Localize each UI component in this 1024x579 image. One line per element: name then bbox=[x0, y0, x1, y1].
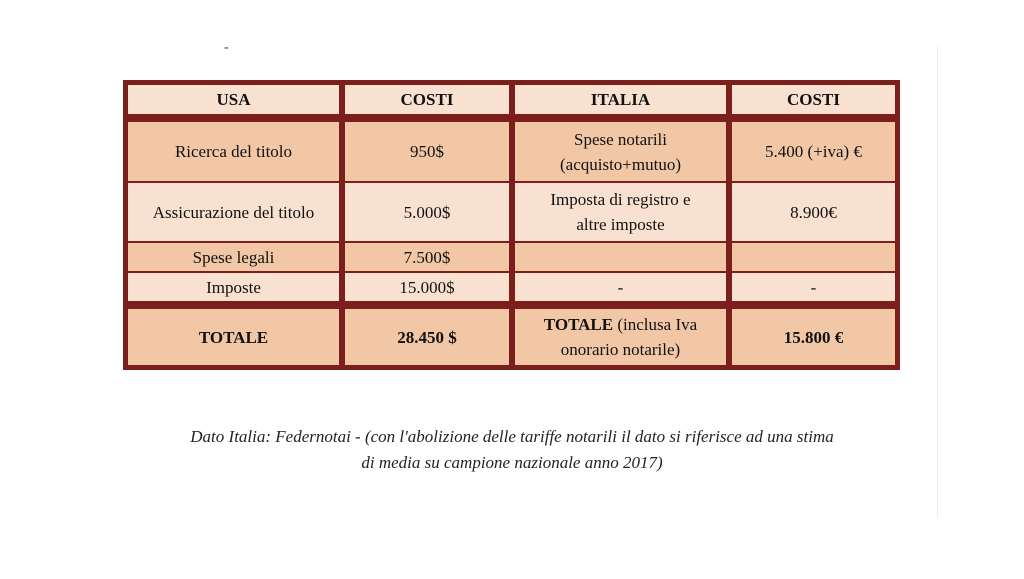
row2-usa-item: Assicurazione del titolo bbox=[128, 183, 339, 241]
header-italia: ITALIA bbox=[515, 85, 726, 114]
row2-italia-item-line2: altre imposte bbox=[576, 215, 665, 234]
total-italia-label bbox=[515, 309, 726, 365]
row2-italia-item bbox=[515, 183, 726, 241]
row1-italia-item-line1: Spese notarili bbox=[573, 129, 667, 149]
row1-usa-cost: 950$ bbox=[345, 122, 509, 181]
row3-usa-cost: 7.500$ bbox=[345, 243, 509, 271]
row1-usa-item: Ricerca del titolo bbox=[128, 122, 339, 181]
row3-usa-item: Spese legali bbox=[128, 243, 339, 271]
source-caption bbox=[120, 424, 904, 476]
row4-italia-item: - bbox=[515, 273, 726, 301]
row2-usa-cost: 5.000$ bbox=[345, 183, 509, 241]
row3-italia-item bbox=[515, 243, 726, 271]
row2-italia-cost: 8.900€ bbox=[732, 183, 895, 241]
cost-comparison-table bbox=[123, 80, 900, 370]
caption-line2: di media su campione nazionale anno 2017) bbox=[361, 453, 663, 472]
row4-usa-cost: 15.000$ bbox=[345, 273, 509, 301]
row3-italia-cost bbox=[732, 243, 895, 271]
row1-italia-item-line2: (acquisto+mutuo) bbox=[559, 154, 681, 174]
row4-usa-item: Imposte bbox=[128, 273, 339, 301]
header-usa: USA bbox=[128, 85, 339, 114]
total-italia-value: 15.800 € bbox=[732, 309, 895, 365]
row1-italia-item bbox=[515, 122, 726, 181]
header-italia-costs: COSTI bbox=[732, 85, 895, 114]
total-italia-label-line2: onorario notarile) bbox=[560, 340, 681, 359]
header-usa-costs: COSTI bbox=[345, 85, 509, 114]
stray-dash: - bbox=[224, 40, 229, 55]
row4-italia-cost: - bbox=[732, 273, 895, 301]
total-italia-label-bold: TOTALE bbox=[543, 315, 614, 334]
total-italia-label-line1 bbox=[544, 312, 697, 337]
total-italia-label-rest: (inclusa Iva bbox=[613, 315, 698, 334]
page-edge-divider bbox=[937, 46, 938, 518]
caption-line1: Dato Italia: Federnotai - (con l'abolizione delle tariffe notarili il dato si riferisce ad una stima bbox=[190, 427, 834, 446]
total-usa-value: 28.450 $ bbox=[345, 309, 509, 365]
total-usa-label: TOTALE bbox=[128, 309, 339, 365]
row1-italia-cost: 5.400 (+iva) € bbox=[732, 122, 895, 181]
row2-italia-item-line1: Imposta di registro e bbox=[550, 190, 691, 209]
